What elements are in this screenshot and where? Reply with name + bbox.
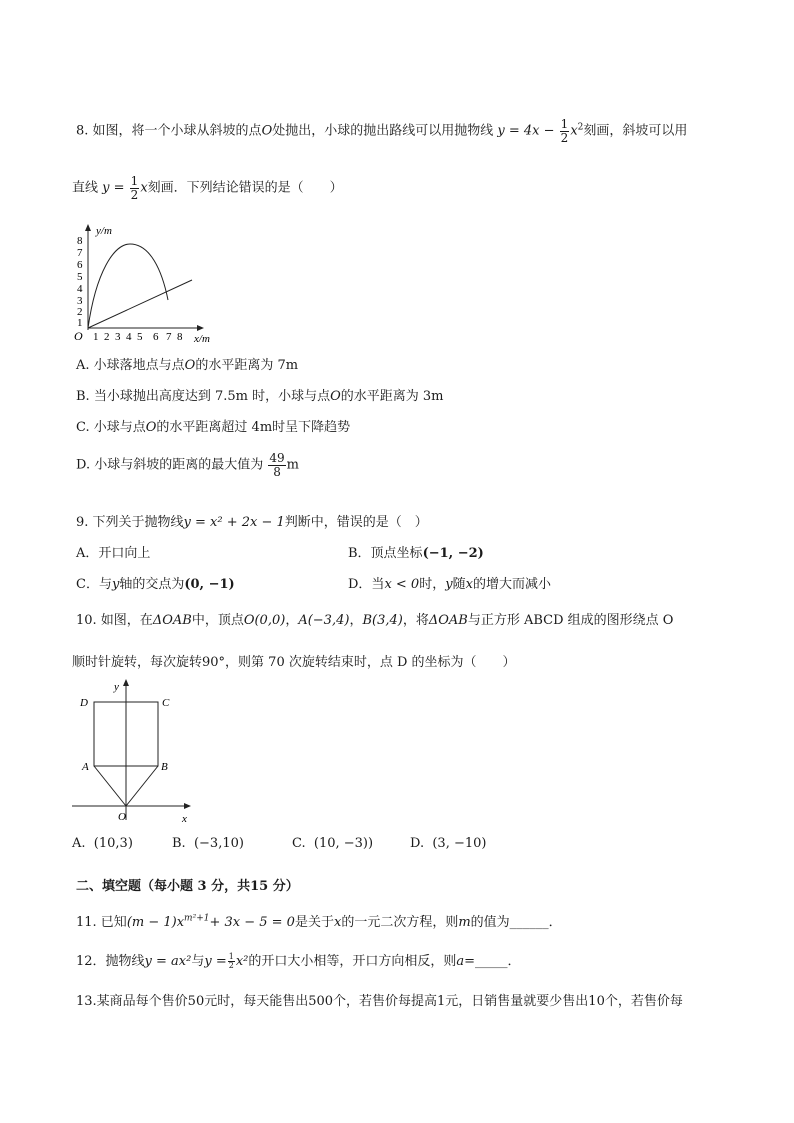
q8-eq2-fraction: $\frac{1}{2}$ [130,174,139,202]
q10-label-o: O [118,811,126,823]
q8-line2 [72,175,343,201]
q8-xtick-7: 7 [166,331,172,343]
q8-x-label: x/m [194,333,210,345]
q12-fraction: $\frac{1}{2}$ [228,951,234,970]
q8-eq2-x: x [140,180,148,196]
q9-option-b[interactable]: B．顶点坐标(−1, −2) [348,546,484,561]
q11: 11. 已知$(m - 1)x^{m^2+1}+ 3x - 5 = 0$是关于x的一元二次方程，则m的值为______． [76,913,562,930]
q8-eq-exp: 2 [577,122,584,133]
q8-ytick-2: 2 [77,306,83,318]
q8-option-a[interactable]: A. 小球落地点与点O的水平距离为 7m [76,358,299,373]
q9-option-c[interactable]: C．与y轴的交点为(0, −1) [76,577,235,592]
q8-eq-left: y = 4x − [497,123,555,139]
q8-xtick-6: 6 [153,331,159,343]
q8-ytick-3: 3 [77,295,83,307]
q8-option-d[interactable]: D. 小球与斜坡的距离的最大值为 $\frac{49}{8}$ m [76,451,299,479]
q8-origin: O [74,329,83,343]
q8-ytick-7: 7 [77,247,83,259]
q8-optd-fraction: $\frac{49}{8}$ [269,451,285,479]
q10-label-a: A [82,761,89,773]
section-2-heading: 二、填空题（每小题 3 分，共15 分） [76,879,299,894]
q8-graph [70,222,230,348]
q10-y-arrow [123,679,129,686]
q9-stem: 9. 下列关于抛物线y = x² + 2x − 1判断中，错误的是（ ） [76,515,428,530]
q10-option-c[interactable]: C. (10, −3)) [292,836,374,851]
q8-option-b[interactable]: B. 当小球抛出高度达到 7.5m 时，小球与点O的水平距离为 3m [76,389,444,404]
q8-xtick-4: 4 [126,331,132,343]
q10-point-a: A(−3,4) [298,613,350,628]
q8-line1 [76,118,687,144]
q10-line1: 10. 如图，在ΔOAB中，顶点O(0,0)，A(−3,4)，B(3,4)，将ΔOAB与正方形 ABCD 组成的图形绕点 O [76,613,674,628]
q8-x-arrow [197,325,204,331]
q8-ytick-5: 5 [77,271,83,283]
q8-option-c[interactable]: C. 小球与点O的水平距离超过 4m时呈下降趋势 [76,420,351,435]
q9-option-d[interactable]: D．当x < 0时，y随x的增大而减小 [348,577,551,592]
q8-xtick-8: 8 [177,331,183,343]
q8-y-ticks [77,235,83,329]
q8-y-arrow [85,224,91,231]
q10-option-d[interactable]: D. (3, −10) [410,836,487,851]
q10-label-d: D [80,697,88,709]
q8-text-3: 刻画，斜坡可以用 [583,123,688,139]
q10-point-o: O(0,0) [243,613,286,628]
q8-y-label: y/m [96,225,112,237]
q8-xtick-5: 5 [137,331,143,343]
q8-fraction: $\frac{1}{2}$ [560,117,569,145]
q8-ytick-4: 4 [77,283,83,295]
q8-text-5: 刻画．下列结论错误的是（ ） [147,180,343,196]
q10-option-b[interactable]: B. (−3,10) [172,836,244,851]
q8-slope-line [88,280,192,328]
q10-label-x: x [182,813,187,825]
q8-eq-x: x [570,123,578,139]
q10-label-y: y [114,681,119,693]
q8-number: 8. [76,123,89,139]
q10-label-c: C [162,697,170,709]
q8-text-4: 直线 [72,180,99,196]
q8-xtick-3: 3 [115,331,121,343]
q9-equation: y = x² + 2x − 1 [183,515,285,530]
q8-eq2-left: y = [102,180,125,196]
q8-xtick-1: 1 [93,331,99,343]
q13: 13.某商品每个售价50元时，每天能售出500个，若售价每提高1元，日销售量就要少售出10个，若售价每 [76,994,683,1009]
q10-label-b: B [161,761,168,773]
q8-ytick-8: 8 [77,235,83,247]
q8-ytick-6: 6 [77,259,83,271]
q10-line2: 顺时针旋转，每次旋转90°，则第 70 次旋转结束时，点 D 的坐标为（ ） [72,655,516,670]
q10-x-arrow [184,803,191,809]
q10-option-a[interactable]: A. (10,3) [72,836,133,851]
q10-point-b: B(3,4) [362,613,403,628]
q8-xtick-2: 2 [104,331,110,343]
q8-text-2: 处抛出，小球的抛出路线可以用抛物线 [272,123,494,139]
q8-point-o: O [261,123,273,139]
q8-text-1: 如图，将一个小球从斜坡的点 [92,123,262,139]
q10-figure [70,676,200,826]
q8-parabola [88,244,168,328]
q8-x-ticks [93,331,183,343]
q12: 12．抛物线y = ax²与y = $\frac{1}{2}$ x²的开口大小相等，开口方向相反，则a=_____． [76,951,521,970]
q8-ytick-1: 1 [77,317,83,329]
q9-option-a[interactable]: A．开口向上 [76,546,151,561]
